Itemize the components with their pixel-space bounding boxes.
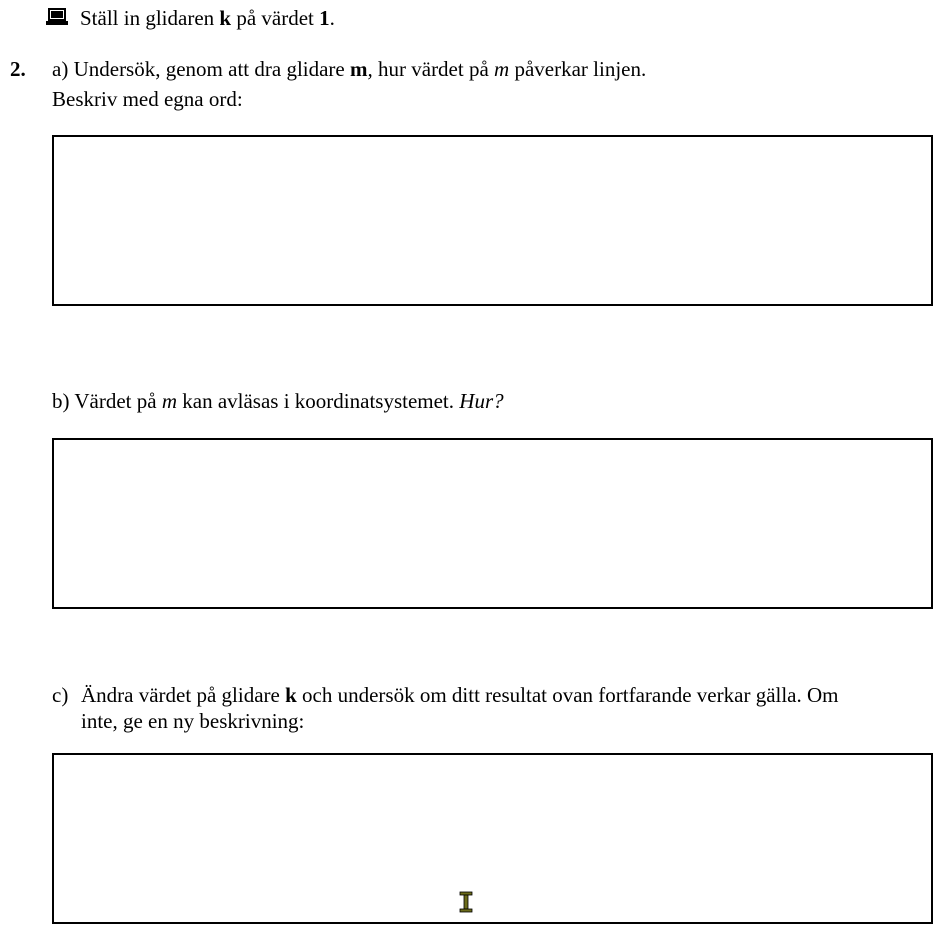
answer-box-c[interactable]: [52, 753, 933, 924]
part-a-prompt: a) Undersök, genom att dra glidare m, hur värdet på m påverkar linjen.: [52, 57, 647, 81]
text-cursor-icon: [459, 891, 473, 913]
computer-icon: [45, 7, 69, 27]
instruction-text: Ställ in glidaren k på värdet 1.: [80, 6, 335, 30]
part-b-label: b): [52, 389, 70, 413]
part-b-prompt: b) Värdet på m kan avläsas i koordinatsystemet. Hur?: [52, 389, 504, 413]
part-c-prompt-line-2: inte, ge en ny beskrivning:: [81, 709, 305, 733]
part-c-prompt-line-1: Ändra värdet på glidare k och undersök om ditt resultat ovan fortfarande verkar gälla. Om: [81, 683, 839, 707]
part-a-variable: m: [494, 57, 510, 81]
slider-value: 1: [319, 6, 330, 30]
part-a-instruction: Beskriv med egna ord:: [52, 87, 243, 111]
slider-k-name: k: [219, 6, 232, 30]
part-a-label: a): [52, 57, 69, 81]
answer-box-b[interactable]: [52, 438, 933, 609]
part-c-label: c): [52, 683, 69, 707]
question-number: 2.: [10, 57, 26, 81]
answer-box-a[interactable]: [52, 135, 933, 306]
